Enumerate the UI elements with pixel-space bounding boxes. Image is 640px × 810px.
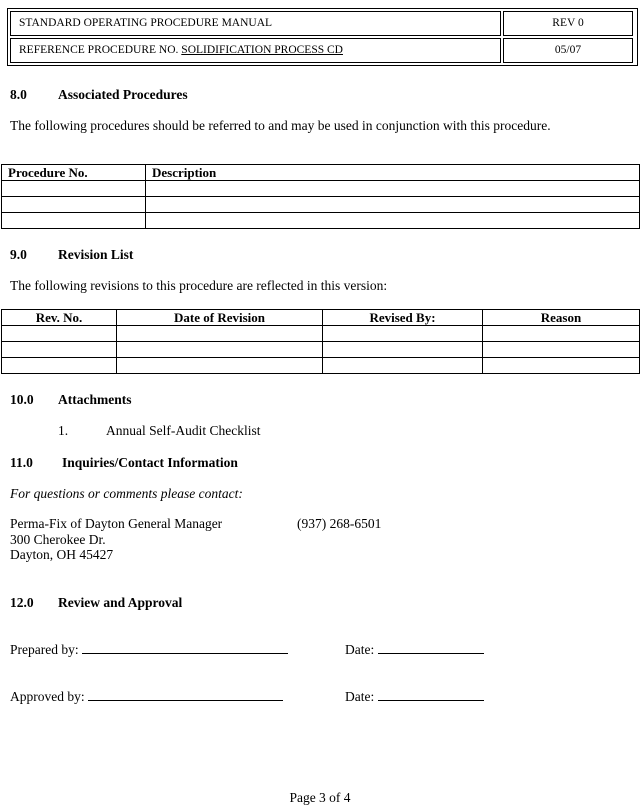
associated-procedures-table bbox=[1, 164, 640, 229]
page-number: Page 3 of 4 bbox=[289, 790, 351, 805]
table-cell[interactable] bbox=[323, 342, 483, 358]
table-cell[interactable] bbox=[2, 326, 117, 342]
table-cell[interactable] bbox=[2, 181, 146, 197]
table-header-row bbox=[2, 310, 640, 326]
column-header: Date of Revision bbox=[117, 310, 323, 326]
table-cell[interactable] bbox=[2, 213, 146, 229]
table-cell[interactable] bbox=[483, 326, 640, 342]
table-row bbox=[2, 342, 640, 358]
contact-name: Perma-Fix of Dayton General Manager bbox=[10, 516, 223, 531]
contact-address-line1: 300 Cherokee Dr. bbox=[10, 532, 106, 547]
section-number: 9.0 bbox=[10, 247, 27, 262]
table-cell[interactable] bbox=[323, 326, 483, 342]
section-9-heading bbox=[10, 247, 133, 263]
prepared-by-row bbox=[10, 641, 288, 658]
section-8-text: The following procedures should be referred to and may be used in conjunction with this procedure. bbox=[10, 118, 551, 133]
approved-by-signature-line[interactable] bbox=[88, 688, 283, 701]
attachment-label[interactable]: Annual Self-Audit Checklist bbox=[106, 423, 261, 438]
table-cell[interactable] bbox=[146, 181, 640, 197]
prepared-date-row bbox=[345, 641, 484, 658]
section-title: Review and Approval bbox=[58, 595, 183, 610]
column-header: Revised By: bbox=[323, 310, 483, 326]
contact-intro: For questions or comments please contact: bbox=[10, 486, 243, 501]
reference-prefix: REFERENCE PROCEDURE NO. bbox=[19, 44, 179, 56]
date-label: Date: bbox=[345, 642, 375, 657]
prepared-by-signature-line[interactable] bbox=[82, 641, 288, 654]
column-header: Description bbox=[146, 165, 640, 181]
table-cell[interactable] bbox=[2, 358, 117, 374]
section-number: 10.0 bbox=[10, 392, 34, 407]
table-cell[interactable] bbox=[2, 342, 117, 358]
table-cell[interactable] bbox=[146, 197, 640, 213]
header-date: 05/07 bbox=[503, 38, 633, 63]
table-cell[interactable] bbox=[117, 342, 323, 358]
column-header: Procedure No. bbox=[2, 165, 146, 181]
attachment-number: 1. bbox=[58, 423, 69, 438]
document-header bbox=[7, 8, 638, 66]
contact-phone: (937) 268-6501 bbox=[297, 516, 382, 531]
prepared-by-label: Prepared by: bbox=[10, 642, 79, 657]
reference-procedure bbox=[10, 38, 501, 63]
table-cell[interactable] bbox=[483, 358, 640, 374]
manual-title: STANDARD OPERATING PROCEDURE MANUAL bbox=[10, 11, 501, 36]
section-12-heading bbox=[10, 595, 182, 611]
table-cell[interactable] bbox=[117, 358, 323, 374]
table-cell[interactable] bbox=[323, 358, 483, 374]
section-11-heading bbox=[10, 455, 238, 471]
revision-number: REV 0 bbox=[503, 11, 633, 36]
table-cell[interactable] bbox=[146, 213, 640, 229]
prepared-date-line[interactable] bbox=[378, 641, 484, 654]
section-10-heading bbox=[10, 392, 132, 408]
revision-list-table bbox=[1, 309, 640, 374]
table-row bbox=[2, 326, 640, 342]
table-header-row bbox=[2, 165, 640, 181]
table-cell[interactable] bbox=[483, 342, 640, 358]
attachment-item bbox=[58, 423, 260, 439]
date-label: Date: bbox=[345, 689, 375, 704]
table-cell[interactable] bbox=[2, 197, 146, 213]
table-row bbox=[2, 213, 640, 229]
approved-by-row bbox=[10, 688, 283, 705]
table-row bbox=[2, 197, 640, 213]
approved-date-row bbox=[345, 688, 484, 705]
column-header: Reason bbox=[483, 310, 640, 326]
section-title: Inquiries/Contact Information bbox=[62, 455, 238, 470]
section-number: 12.0 bbox=[10, 595, 34, 610]
table-row bbox=[2, 181, 640, 197]
column-header: Rev. No. bbox=[2, 310, 117, 326]
section-title: Associated Procedures bbox=[58, 87, 188, 102]
section-number: 8.0 bbox=[10, 87, 27, 102]
section-title: Revision List bbox=[58, 247, 134, 262]
approved-date-line[interactable] bbox=[378, 688, 484, 701]
section-9-text: The following revisions to this procedure are reflected in this version: bbox=[10, 278, 388, 293]
contact-address-line2: Dayton, OH 45427 bbox=[10, 547, 114, 562]
section-8-heading bbox=[10, 87, 188, 103]
table-row bbox=[2, 358, 640, 374]
section-number: 11.0 bbox=[10, 455, 33, 470]
reference-name: SOLIDIFICATION PROCESS CD bbox=[181, 44, 343, 56]
approved-by-label: Approved by: bbox=[10, 689, 85, 704]
table-cell[interactable] bbox=[117, 326, 323, 342]
section-title: Attachments bbox=[58, 392, 132, 407]
